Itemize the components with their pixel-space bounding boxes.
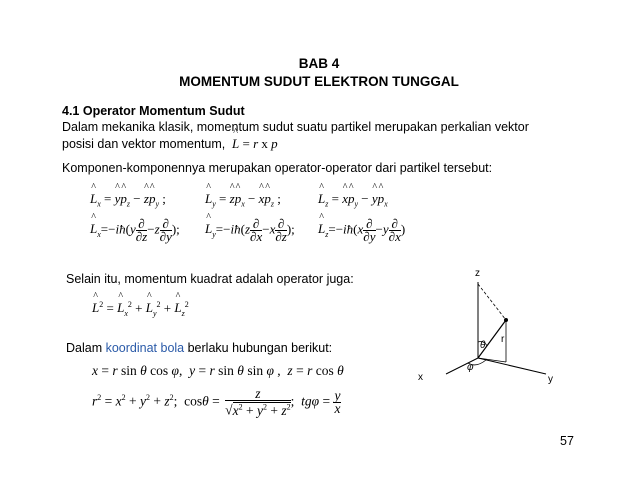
paragraph-1-line-1: Dalam mekanika klasik, momentum sudut suatu partikel merupakan perkalian vektor bbox=[62, 120, 529, 134]
equation-angular-momentum: ^ L = r x p bbox=[232, 136, 278, 152]
label-phi: φ bbox=[467, 362, 474, 373]
paragraph-2: Komponen-komponennya merupakan operator-operator dari partikel tersebut: bbox=[62, 161, 493, 175]
y-axis-line bbox=[478, 358, 546, 374]
paragraph-4: Dalam koordinat bola berlaku hubungan berikut: bbox=[66, 341, 333, 355]
equation-spherical-relations: $r^2 = x^2 + y^2 + z^2$; cosθ = $\frac{z}{√x^2 + y^2 + z^2}$ ; tgφ = $\frac{y}{x}$ bbox=[92, 386, 341, 418]
equation-spherical-coords: x = r sin θ cos φ, y = r sin θ sin φ , z = r cos θ bbox=[92, 363, 344, 378]
paragraph-3: Selain itu, momentum kuadrat adalah operator juga: bbox=[66, 272, 354, 286]
axis-label-y: y bbox=[548, 374, 553, 385]
link-koordinat-bola[interactable]: koordinat bola bbox=[105, 341, 185, 355]
equation-lx: ^ $L_x$ = ^ y^ $p_z$ − ^ z^ $p_y$ ; bbox=[90, 191, 166, 209]
spherical-coordinate-diagram bbox=[410, 262, 570, 392]
equation-lx-differential: ^ $L_x=-iħ(y$ $\frac{\partial}{\partial z}$ −z $\frac{\partial}{\partial y}$ ); bbox=[90, 218, 180, 243]
paragraph-1-line-2: posisi dan vektor momentum, bbox=[62, 137, 226, 151]
equation-lz-differential: ^ $L_z=-iħ(x$ $\frac{\partial}{\partial y}$ −y $\frac{\partial}{\partial x}$ ) bbox=[318, 218, 405, 243]
equation-ly: ^ $L_y$ = ^ z^ $p_x$ − ^ x^ $p_z$ ; bbox=[205, 191, 281, 209]
equation-lz: ^ $L_z$ = ^ x^ $p_y$ − ^ y^ $p_x$ bbox=[318, 191, 388, 209]
equation-l-squared: ^ $L^2$ = ^ $L_x^2$ + ^ $L_y^2$ + ^ $L_z^2$ bbox=[92, 300, 189, 318]
axis-label-x: x bbox=[418, 372, 423, 383]
section-title: 4.1 Operator Momentum Sudut bbox=[62, 104, 245, 118]
chapter-label: BAB 4 bbox=[298, 56, 340, 71]
page-number: 57 bbox=[560, 434, 574, 448]
label-r: r bbox=[501, 334, 505, 345]
axis-label-z: z bbox=[475, 268, 480, 279]
equation-ly-differential: ^ $L_y=-iħ(z$ $\frac{\partial}{\partial x}$ −x $\frac{\partial}{\partial z}$ ); bbox=[205, 218, 295, 243]
guide-dashed bbox=[478, 284, 506, 320]
chapter-title: MOMENTUM SUDUT ELEKTRON TUNGGAL bbox=[179, 74, 459, 89]
label-theta: θ bbox=[480, 340, 486, 351]
